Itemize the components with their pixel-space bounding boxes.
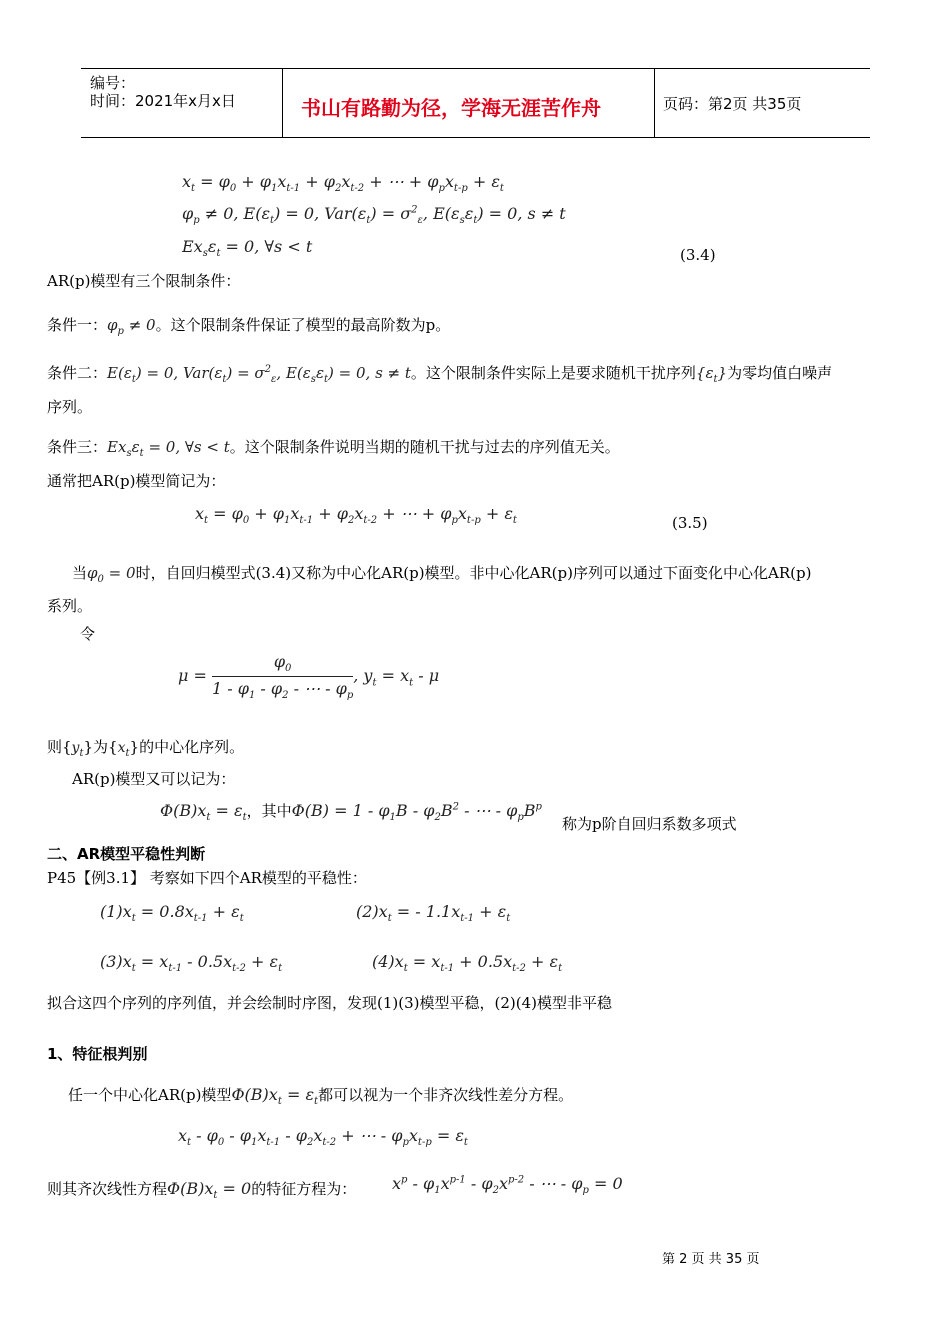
equation-3-5: $x_t = \varphi_0 + \varphi_1x_{t-1} + \varphi_2x_{t-2}$ + ⋯ + $\varphi_px_{t-p} + \varepsilon_t$ <box>195 504 517 527</box>
equation-3-4-line3: $Ex_s\varepsilon_t = 0$, ∀s < t <box>182 237 313 260</box>
paragraph: 则其齐次线性方程$\Phi(B)x_t = 0$的特征方程为： <box>47 1179 357 1202</box>
equation-3-4-line1: $x_t = \varphi_0 + \varphi_1x_{t-1} + \varphi_2x_{t-2}$ + ⋯ + $\varphi_px_{t-p} + \varepsilon_t$ <box>182 172 504 195</box>
paragraph: 则$\{y_t\}$为$\{x_t\}$的中心化序列。 <box>47 738 245 759</box>
equation-number: (3.4) <box>680 246 716 264</box>
header-number: 编号： <box>90 74 136 92</box>
paragraph-continued: 系列。 <box>47 597 93 615</box>
condition-2-continued: 序列。 <box>47 398 93 416</box>
paragraph-centered: 当$\varphi_0 = 0$时，自回归模型式(3.4)又称为中心化AR(p)模型。非中心化AR(p)序列可以通过下面变化中心化AR(p) <box>72 564 812 585</box>
equation-3-4-line2: $\varphi_p \ne 0$, $E(\varepsilon_t) = 0$, $Var(\varepsilon_t) = \sigma^2_\varepsilon$, $E(\varepsilon_s\varepsilon_t) = 0$, s ≠ t <box>182 204 566 227</box>
section-heading: 二、AR模型平稳性判断 <box>47 845 206 863</box>
equation-characteristic: $x^p - \varphi_1x^{p-1} - \varphi_2x^{p-2}$ - ⋯ - $\varphi_p = 0$ <box>392 1174 623 1197</box>
condition-3: 条件三：$Ex_s\varepsilon_t = 0$, ∀s < t。这个限制条件说明当期的随机干扰与过去的序列值无关。 <box>47 438 620 459</box>
header-time: 时间：2021年x月x日 <box>90 92 236 110</box>
paragraph: AR(p)模型有三个限制条件： <box>47 272 241 290</box>
equation-mu: μ = $\frac{\varphi_0}{1 - \varphi_1 - \varphi_2 - \cdots - \varphi_p}$ , $y_t = x_t - \mu$ <box>178 652 440 702</box>
header-page-info: 页码：第2页 共35页 <box>663 95 802 113</box>
page-footer: 第 2 页 共 35 页 <box>662 1252 760 1267</box>
header-table <box>81 68 870 138</box>
condition-2: 条件二：$E(\varepsilon_t) = 0$, $Var(\varepsilon_t) = \sigma^2_\varepsilon$, $E(\varepsilon_s\varepsilon_t) = 0$, s ≠ t。这个限制条件实际上是要求随机干扰序列$\{\varepsilon_t\}$为零均值白噪声 <box>47 364 833 385</box>
paragraph: 令 <box>80 625 96 643</box>
paragraph: 称为p阶自回归系数多项式 <box>562 815 737 833</box>
condition-1: 条件一：$\varphi_p \ne 0$。这个限制条件保证了模型的最高阶数为p。 <box>47 316 451 337</box>
subsection-heading: 1、特征根判别 <box>47 1045 148 1063</box>
paragraph: 拟合这四个序列的序列值，并会绘制时序图，发现(1)(3)模型平稳，(2)(4)模型非平稳 <box>47 994 612 1012</box>
model-4: $(4)x_t = x_{t-1} + 0.5x_{t-2} + \varepsilon_t$ <box>372 952 563 975</box>
model-2: $(2)x_t$ = - $1.1x_{t-1} + \varepsilon_t$ <box>356 902 511 925</box>
example-label: P45【例3.1】 考察如下四个AR模型的平稳性： <box>47 869 367 887</box>
model-1: $(1)x_t = 0.8x_{t-1} + \varepsilon_t$ <box>100 902 244 925</box>
equation-difference: $x_t - \varphi_0 - \varphi_1x_{t-1} - \varphi_2x_{t-2}$ + ⋯ - $\varphi_px_{t-p} = \varepsilon_t$ <box>178 1126 468 1149</box>
equation-number: (3.5) <box>672 514 708 532</box>
model-3: $(3)x_t = x_{t-1} - 0.5x_{t-2} + \varepsilon_t$ <box>100 952 283 975</box>
equation-ar-polynomial: $\Phi(B)x_t = \varepsilon_t$，其中$\Phi(B) = 1 - \varphi_1B - \varphi_2B^2$ - ⋯ - $\varphi_pB^p$ <box>160 801 542 824</box>
paragraph: 通常把AR(p)模型简记为： <box>47 472 226 490</box>
paragraph: AR(p)模型又可以记为： <box>72 770 236 788</box>
header-motto: 书山有路勤为径，学海无涯苦作舟 <box>301 96 601 120</box>
paragraph: 任一个中心化AR(p)模型$\Phi(B)x_t = \varepsilon_t$都可以视为一个非齐次线性差分方程。 <box>68 1085 574 1108</box>
header-divider <box>654 69 655 137</box>
header-divider <box>282 69 283 137</box>
